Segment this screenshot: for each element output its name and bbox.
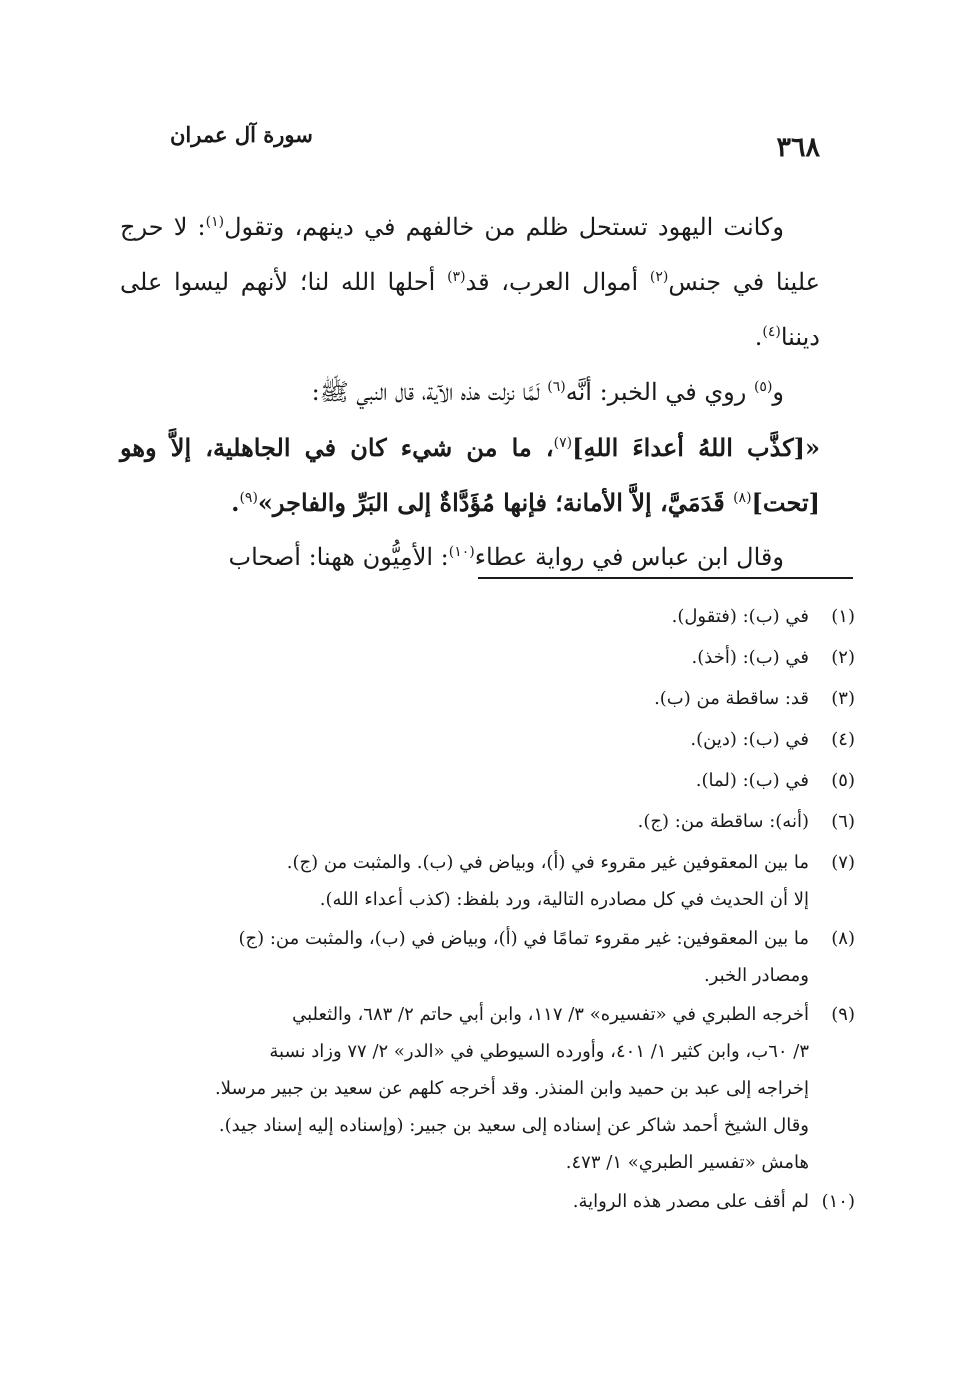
text-run: و [772, 378, 784, 406]
footnote-line: ومصادر الخبر. [703, 965, 809, 986]
footnote-number: (٧) [831, 852, 855, 873]
footnote-line: هامش «تفسير الطبري» ١/ ٤٧٣. [565, 1152, 809, 1173]
text-run: : لا حرج علينا في جنس [120, 213, 820, 296]
footnote-number: (٥) [831, 770, 855, 791]
footnote-item [120, 842, 855, 918]
footnote-text [120, 994, 809, 1181]
footnote-line: إلا أن الحديث في كل مصادره التالية، ورد بلفظ: (كذب أعداء الله). [319, 889, 809, 910]
footnote-line: في (ب): (دين). [690, 729, 809, 750]
text-run: ، ما من شيء كان في الجاهلية، إلاَّ وهو [تحت] [120, 433, 820, 517]
footnote-line: وقال الشيخ أحمد شاكر عن إسناده إلى سعيد بن جبير: (وإسناده إليه إسناد جيد). [218, 1115, 809, 1136]
hadith-quote [120, 420, 820, 530]
footnote-text [120, 842, 809, 918]
footnote-item [120, 678, 855, 719]
footnote-number: (٤) [831, 729, 855, 750]
text-run: وقال ابن عباس في رواية عطاء [474, 543, 784, 571]
footnote-ref-9: (٩) [239, 490, 258, 506]
footnote-ref-8: (٨) [733, 490, 752, 506]
text-run: أموال العرب، قد [465, 268, 650, 296]
footnote-line: لم أقف على مصدر هذه الرواية. [572, 1191, 809, 1212]
footnote-number: (٩) [831, 1004, 855, 1025]
text-run: روي في الخبر: أنَّه [565, 378, 754, 406]
footnote-line: ما بين المعقوفين غير مقروء في (أ)، وبياض في (ب). والمثبت من (ج). [286, 852, 809, 873]
running-title: سورة آل عمران [170, 122, 313, 147]
text-run: قَدَمَيَّ، إلاَّ الأمانة؛ فإنها مُؤَدَّاةٌ إلى البَرِّ والفاجر» [257, 488, 734, 517]
text-run: . [231, 488, 240, 517]
footnote-number: (٢) [831, 647, 855, 668]
footnote-ref-5: (٥) [753, 379, 773, 395]
footnote-line: في (ب): (فتقول). [671, 606, 809, 627]
footnote-item [120, 596, 855, 637]
footnote-line: قد: ساقطة من (ب). [654, 688, 809, 709]
main-text [120, 200, 820, 585]
footnote-line: إخراجه إلى عبد بن حميد وابن المنذر. وقد أخرجه كلهم عن سعيد بن جبير مرسلا. [215, 1078, 809, 1099]
footnote-text [120, 760, 809, 801]
footnote-ref-3: (٣) [447, 269, 466, 285]
footnote-item [120, 994, 855, 1181]
footnote-ref-6: (٦) [547, 379, 566, 395]
footnote-text [120, 596, 809, 637]
footnote-line: (أنه): ساقطة من: (ج). [637, 811, 809, 832]
footnote-line: ما بين المعقوفين: غير مقروء تمامًا في (أ)، وبياض في (ب)، والمثبت من: (ج) [238, 928, 809, 949]
text-run: : الأمِيُّون ههنا: أصحاب [228, 543, 449, 571]
footnote-item [120, 760, 855, 801]
footnote-number: (١) [831, 606, 855, 627]
footnote-text [120, 1181, 809, 1222]
footnote-text [120, 719, 809, 760]
footnote-text [120, 801, 809, 842]
footnote-item [120, 918, 855, 994]
footnote-ref-1: (١) [205, 214, 225, 230]
footnotes-list [120, 596, 855, 1222]
footnote-line: أخرجه الطبري في «تفسيره» ٣/ ١١٧، وابن أبي حاتم ٢/ ٦٨٣، والثعلبي [292, 1004, 809, 1025]
footnote-text [120, 678, 809, 719]
footnote-ref-2: (٢) [649, 269, 669, 285]
page-header [170, 122, 820, 172]
footnote-line: ٣/ ٦٠ب، وابن كثير ١/ ٤٠١، وأورده السيوطي في «الدر» ٢/ ٧٧ وزاد نسبة [269, 1041, 809, 1062]
text-run: «[كذَّب اللهُ أعداءَ اللهِ] [572, 433, 820, 462]
text-run: أحلها الله لنا؛ لأنهم ليسوا على ديننا [120, 268, 820, 351]
footnote-number: (٨) [831, 928, 855, 949]
text-run: لَمَّا نزلت هذه الآية، قال النبي ﷺ: [311, 378, 548, 406]
footnote-ref-7: (٧) [553, 435, 573, 451]
footnote-divider [478, 577, 853, 579]
footnote-line: في (ب): (لما). [695, 770, 809, 791]
text-run: وكانت اليهود تستحل ظلم من خالفهم في دينهم، وتقول [224, 213, 785, 241]
footnote-number: (٦) [831, 811, 855, 832]
footnote-item [120, 1181, 855, 1222]
footnote-number: (٣) [831, 688, 855, 709]
text-run: . [754, 323, 763, 351]
footnote-text [120, 637, 809, 678]
footnote-ref-10: (١٠) [448, 544, 475, 560]
paragraph-1 [120, 200, 820, 365]
footnote-item [120, 801, 855, 842]
footnote-ref-4: (٤) [762, 324, 781, 340]
page-number: ٣٦٨ [776, 132, 820, 163]
paragraph-2 [120, 365, 820, 420]
footnote-item [120, 637, 855, 678]
footnote-number: (١٠) [821, 1191, 855, 1212]
footnote-text [120, 918, 809, 994]
footnote-line: في (ب): (أخذ). [691, 647, 809, 668]
footnote-item [120, 719, 855, 760]
